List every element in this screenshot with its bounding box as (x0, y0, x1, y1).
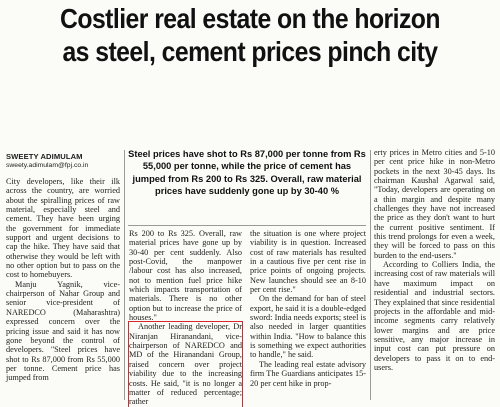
headline-line-2: as steel, cement prices pinch city (62, 36, 438, 67)
paragraph: Rs 200 to Rs 325. Overall, raw material prices have gone up by 30-40 per cent suddenly. Also post-Covid, the manpower /labour cost has also increased, not to mention fuel price hike which impacts transportation of materials. There is no other option but to increase the price of houses." (129, 229, 242, 323)
column-3 (250, 229, 366, 400)
paragraph: Manju Yagnik, vice-chairperson of Nahar Group and senior vice-president of NAREDCO (Maharashtra) expressed concern over the pricing issue and said it has now gone beyond the control of developers. "Steel prices have shot to Rs 87,000 from Rs 55,000 per tonne. Cement price has jumped from (6, 279, 120, 383)
paragraph: the situation is one where project viability is in question. Increased cost of raw materials has resulted in a cautious five per cent rise in price points of ongoing projects. New launches should see an 8-10 per cent rise." (250, 229, 366, 295)
byline-name: SWEETY ADIMULAM (6, 152, 83, 161)
byline-email: sweety.adimulam@fpj.co.in (6, 162, 89, 169)
column-1 (6, 177, 120, 400)
paragraph: According to Colliers India, the increasing cost of raw materials will have maximum impact on residential and industrial sectors. They explained that since residential projects in the affordable and mid-income segments carry relatively lower margins and are price sensitive, any major increase in input cost can put pressure on developers to pass it on to end-users. (374, 260, 495, 372)
column-rule (124, 150, 125, 400)
paragraph: The leading real estate advisory firm The Guardians anticipates 15-20 per cent hike in prop- (250, 359, 366, 388)
column-2 (129, 229, 242, 407)
column-rule (370, 150, 371, 400)
paragraph: erty prices in Metro cities and 5-10 per cent price hike in non-Metro pockets in the next 30-45 days. Its chairman Kaushal Agarwal said, "Today, developers are operating on a thin margin and despite many challenges they have not increased the price as they don't want to hurt the current positive sentiment. If this trend prolongs for even a week, they will be forced to pass on this burden to the end-users." (374, 148, 495, 260)
byline (6, 152, 88, 169)
pull-quote-rule (128, 225, 366, 226)
highlighted-quote: Another leading developer, Dr Niranjan Hiranandani, vice-chairperson of NAREDCO and MD of the Hiranandani Group, raised concern over project viability due to the increasing costs. He said, "it is no longer a matter of reduced percentage; rather (129, 322, 242, 407)
headline-line-1: Costlier real estate on the horizon (60, 3, 440, 34)
column-4 (374, 148, 495, 400)
headline (25, 2, 475, 68)
paragraph: On the demand for ban of steel export, he said it is a double-edged sword: India needs exports; steel is also needed in larger quantities within India. "How to balance this is something we expect authorities to handle," he said. (250, 294, 366, 360)
paragraph: City developers, like their ilk across the country, are worried about the spiralling prices of raw material, especially steel and cement. They have been urging the government for immediate support and urgent decisions to cap the hike. They have said that otherwise they would be left with no other option but to pass on the cost to homebuyers. (6, 177, 120, 280)
pull-quote: Steel prices have shot to Rs 87,000 per tonne from Rs 55,000 per tonne, while the price of cement has jumped from Rs 200 to Rs 325. Overall, raw material prices have suddenly gone up by 30-40 % (128, 149, 366, 196)
